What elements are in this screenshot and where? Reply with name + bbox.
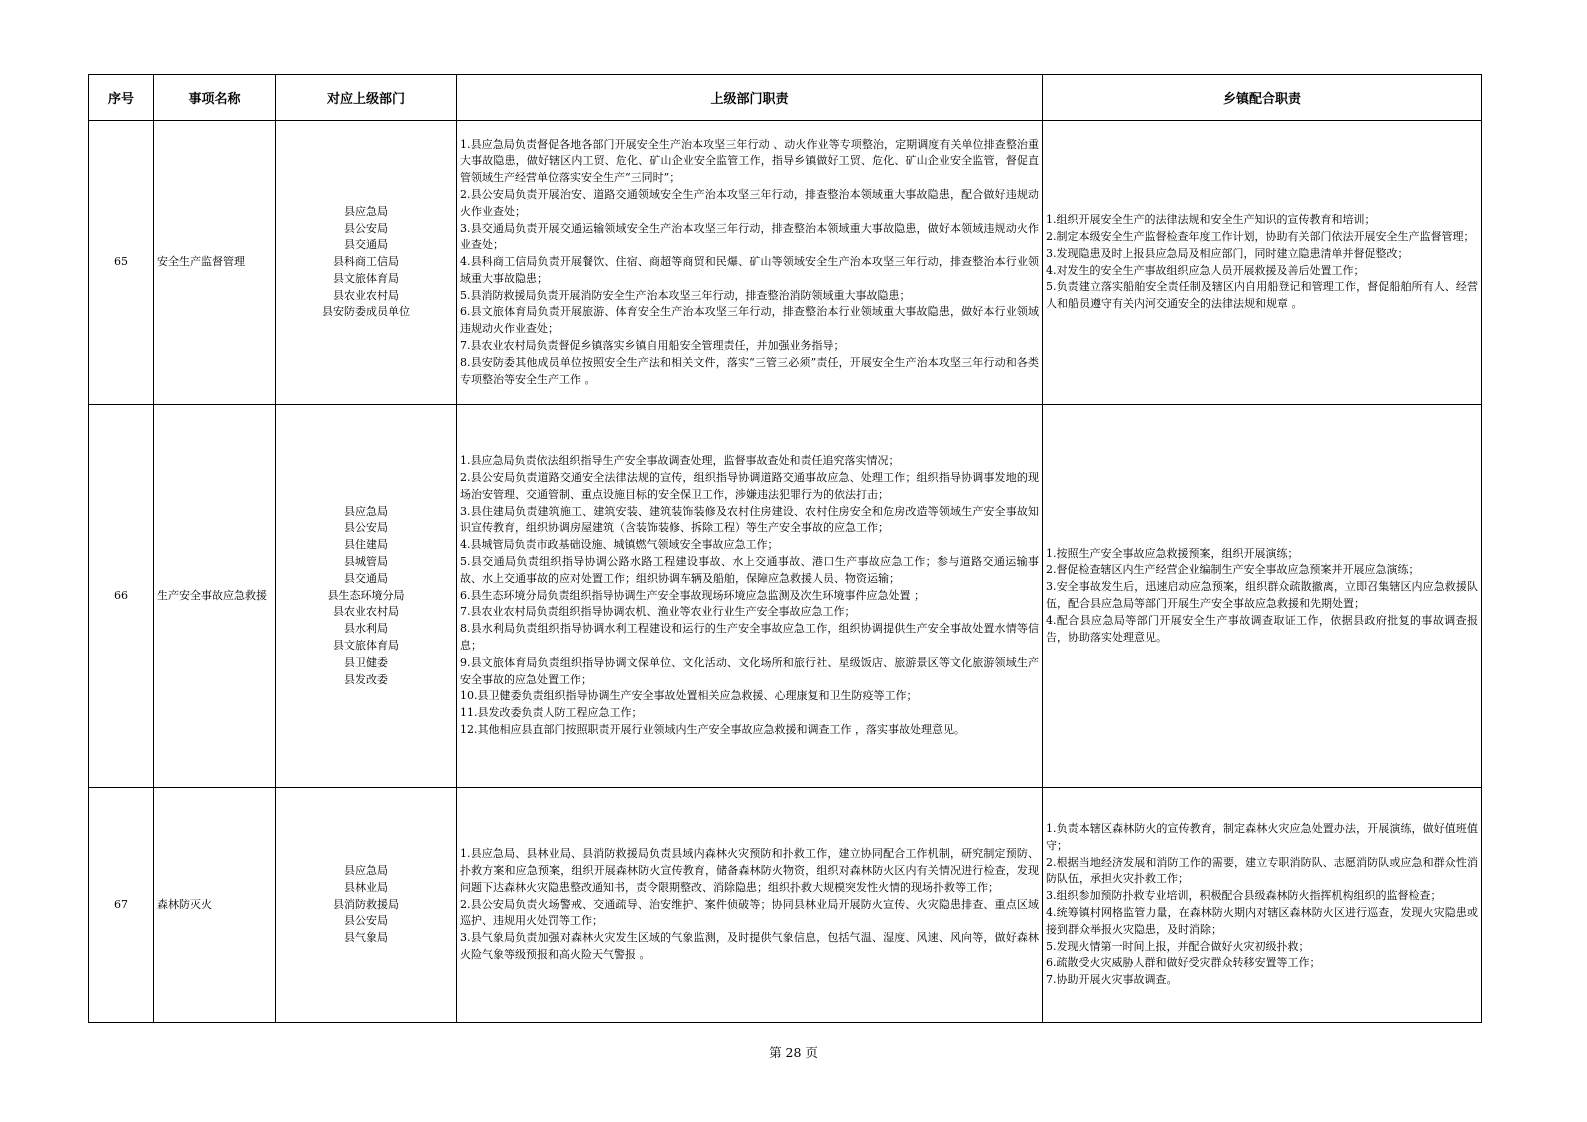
dept-item: 县应急局 [344,504,388,518]
header-no: 序号 [89,75,154,121]
duty-item: 3.县交通局负责开展交通运输领域安全生产治本攻坚三年行动，排查整治本领域重大事故隐患，做好本领域违规动火作业查处； [460,221,1039,252]
duty-item: 9.县文旅体育局负责组织指导协调文保单位、文化活动、文化场所和旅行社、星级饭店、旅游景区等文化旅游领域生产安全事故的应急处置工作； [460,655,1039,686]
dept-item: 县住建局 [344,538,388,552]
duty-item: 6.县生态环境分局负责组织指导协调生产安全事故现场环境应急监测及次生环境事件应急处置 ； [460,588,925,602]
dept-item: 县应急局 [344,864,388,877]
row-number: 65 [89,121,154,405]
duty-item: 3.安全事故发生后，迅速启动应急预案，组织群众疏散撤离，立即召集辖区内应急救援队伍，配合县应急局等部门开展生产安全事故应急救援和先期处置； [1046,580,1478,610]
item-name: 安全生产监督管理 [154,121,276,405]
duty-item: 2.制定本级安全生产监督检查年度工作计划，协助有关部门依法开展安全生产监督管理； [1046,229,1475,243]
header-town-duty: 乡镇配合职责 [1043,75,1482,121]
dept-item: 县林业局 [344,880,388,894]
dept-item: 县城管局 [344,555,388,568]
duty-item: 1.负责本辖区森林防火的宣传教育，制定森林火灾应急处置办法，开展演练，做好值班值守； [1046,822,1478,852]
duty-item: 4.统筹镇村网格监管力量，在森林防火期内对辖区森林防火区进行巡查，发现火灾隐患或接到群众举报火灾隐患，及时消除； [1046,906,1478,936]
dept-item: 县文旅体育局 [333,271,399,285]
table-row [89,405,1482,788]
duty-item: 5.县消防救援局负责开展消防安全生产治本攻坚三年行动，排查整治消防领域重大事故隐患； [460,288,911,302]
dept-item: 县农业农村局 [333,288,399,302]
duty-item: 1.县应急局负责依法组织指导生产安全事故调查处理，监督事故查处和责任追究落实情况； [460,454,900,468]
duty-item: 6.疏散受火灾威胁人群和做好受灾群众转移安置等工作； [1046,956,1321,970]
dept-item: 县卫健委 [344,655,388,669]
item-name: 生产安全事故应急救援 [154,405,276,788]
town-duty-list [1043,405,1482,788]
row-number: 67 [89,788,154,1023]
header-name: 事项名称 [154,75,276,121]
duty-item: 3.县住建局负责建筑施工、建筑安装、建筑装饰装修及农村住房建设、农村住房安全和危房改造等领域生产安全事故知识宣传教育，组织协调房屋建筑（含装饰装修、拆除工程）等生产安全事故的应急工作； [460,504,1039,535]
header-row [89,75,1482,121]
town-duty-list [1043,788,1482,1023]
duty-item: 3.发现隐患及时上报县应急局及相应部门，同时建立隐患清单并督促整改； [1046,246,1409,260]
duty-item: 10.县卫健委负责组织指导协调生产安全事故处置相关应急救援、心理康复和卫生防疫等工作； [460,689,918,703]
duty-item: 12.其他相应县直部门按照职责开展行业领域内生产安全事故应急救援和调查工作 ，落实事故处理意见。 [460,722,965,736]
dept-list [276,788,457,1023]
dept-item: 县文旅体育局 [333,638,399,652]
dept-item: 县生态环境分局 [327,588,405,602]
dept-item: 县交通局 [344,571,388,585]
row-number: 66 [89,405,154,788]
table-row [89,121,1482,405]
duty-item: 4.配合县应急局等部门开展安全生产事故调查取证工作，依据县政府批复的事故调查报告，协助落实处理意见。 [1046,613,1478,644]
dept-item: 县应急局 [344,204,388,218]
duty-item: 7.县农业农村局负责督促乡镇落实乡镇自用船安全管理责任，并加强业务指导； [460,339,845,353]
duty-item: 3.县气象局负责加强对森林火灾发生区域的气象监测，及时提供气象信息，包括气温、湿度、风速、风向等，做好森林火险气象等级预报和高火险天气警报 。 [460,931,1039,961]
dept-item: 县消防救援局 [333,897,399,911]
duty-item: 4.县城管局负责市政基础设施、城镇燃气领域安全事故应急工作； [460,538,779,552]
upper-duty-list [457,121,1043,405]
dept-item: 县科商工信局 [333,255,399,269]
duty-item: 11.县发改委负责人防工程应急工作； [460,706,643,720]
duty-table [88,74,1482,1023]
duty-item: 2.县公安局负责火场警戒、交通疏导、治安维护、案件侦破等；协同县林业局开展防火宣传、火灾隐患排查、重点区域巡护、违规用火处罚等工作； [460,897,1039,928]
duty-item: 8.县水利局负责组织指导协调水利工程建设和运行的生产安全事故应急工作，组织协调提供生产安全事故处置水情等信息； [460,622,1039,652]
dept-item: 县交通局 [344,238,388,252]
dept-item: 县农业农村局 [333,605,399,619]
duty-item: 5.发现火情第一时间上报，并配合做好火灾初级扑救； [1046,939,1310,953]
duty-item: 4.县科商工信局负责开展餐饮、住宿、商超等商贸和民爆、矿山等领域安全生产治本攻坚三年行动，排查整治本行业领域重大事故隐患； [460,255,1039,285]
duty-item: 2.县公安局负责开展治安、道路交通领域安全生产治本攻坚三年行动，排查整治本领域重大事故隐患，配合做好违规动火作业查处； [460,187,1039,218]
upper-duty-list [457,405,1043,788]
duty-item: 6.县文旅体育局负责开展旅游、体育安全生产治本攻坚三年行动，排查整治本行业领域重大事故隐患，做好本行业领域违规动火作业查处； [460,305,1039,336]
duty-item: 2.督促检查辖区内生产经营企业编制生产安全事故应急预案并开展应急演练； [1046,563,1420,577]
table-row [89,788,1482,1023]
duty-item: 1.组织开展安全生产的法律法规和安全生产知识的宣传教育和培训； [1046,213,1376,227]
duty-item: 7.协助开展火灾事故调查。 [1046,973,1178,987]
page-number: 第 28 页 [769,1045,818,1060]
dept-list [276,121,457,405]
duty-item: 1.按照生产安全事故应急救援预案，组织开展演练； [1046,546,1299,560]
duty-item: 3.组织参加预防扑救专业培训，积极配合县级森林防火指挥机构组织的监督检查； [1046,889,1442,903]
dept-item: 县公安局 [344,221,388,235]
duty-item: 1.县应急局负责督促各地各部门开展安全生产治本攻坚三年行动 、动火作业等专项整治，定期调度有关单位排查整治重大事故隐患，做好辖区内工贸、危化、矿山企业安全监管工作，指导乡镇做好工贸、危化、矿山企业安全监管，督促直管领域生产经营单位落实安全生产“三同时”； [460,137,1039,185]
header-upper-duty: 上级部门职责 [457,75,1043,121]
duty-item: 5.县交通局负责组织指导协调公路水路工程建设事故、水上交通事故、港口生产事故应急工作；参与道路交通运输事故、水上交通事故的应对处置工作；组织协调车辆及船舶，保障应急救援人员、物资运输； [460,555,1039,585]
duty-item: 8.县安防委其他成员单位按照安全生产法和相关文件，落实“三管三必须”责任，开展安全生产治本攻坚三年行动和各类专项整治等安全生产工作 。 [460,355,1039,386]
upper-duty-list [457,788,1043,1023]
dept-item: 县气象局 [344,931,388,945]
duty-item: 2.县公安局负责道路交通安全法律法规的宣传，组织指导协调道路交通事故应急、处理工作；组织指导协调事发地的现场治安管理、交通管制、重点设施目标的安全保卫工作，涉嫌违法犯罪行为的依法打击； [460,471,1039,501]
dept-item: 县水利局 [344,622,388,636]
dept-list [276,405,457,788]
duty-item: 5.负责建立落实船舶安全责任制及辖区内自用船登记和管理工作，督促船舶所有人、经营人和船员遵守有关内河交通安全的法律法规和规章 。 [1046,280,1478,311]
header-dept: 对应上级部门 [276,75,457,121]
duty-item: 2.根据当地经济发展和消防工作的需要，建立专职消防队、志愿消防队或应急和群众性消防队伍，承担火灾扑救工作； [1046,855,1478,886]
dept-item: 县安防委成员单位 [322,305,410,319]
dept-item: 县发改委 [344,672,388,686]
dept-item: 县公安局 [344,521,388,535]
duty-item: 4.对发生的安全生产事故组织应急人员开展救援及善后处置工作； [1046,263,1365,277]
duty-item: 1.县应急局、县林业局、县消防救援局负责县域内森林火灾预防和扑救工作，建立协同配合工作机制，研究制定预防、扑救方案和应急预案，组织开展森林防火宣传教育，储备森林防火物资，组织对森林防火区内有关情况进行检查，发现问题下达森林火灾隐患整改通知书，责令限期整改、消除隐患；组织扑救大规模突发性火情的现场扑救等工作； [460,847,1039,894]
duty-item: 7.县农业农村局负责组织指导协调农机、渔业等农业行业生产安全事故应急工作； [460,605,856,619]
dept-item: 县公安局 [344,914,388,928]
item-name: 森林防灭火 [154,788,276,1023]
town-duty-list [1043,121,1482,405]
